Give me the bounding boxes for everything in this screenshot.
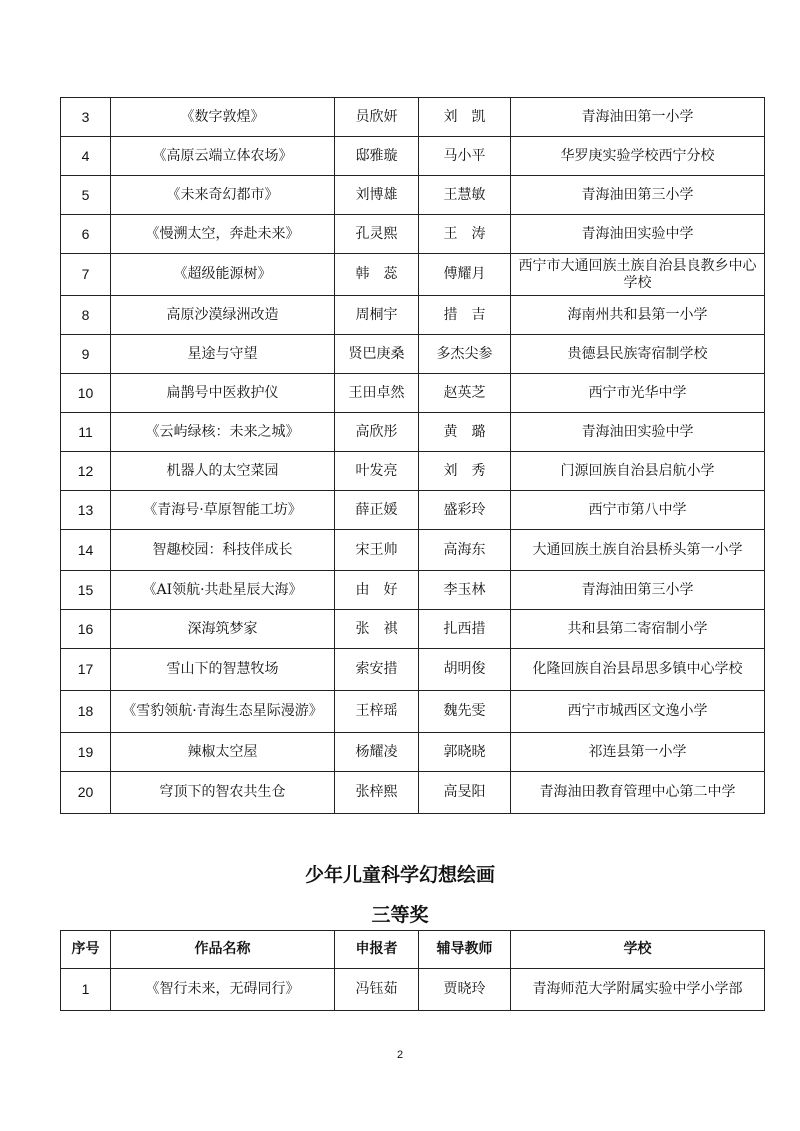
- cell-no: 6: [61, 215, 111, 254]
- table-header-row: [61, 931, 765, 969]
- cell-school: 祁连县第一小学: [511, 733, 765, 772]
- table-row: [61, 98, 765, 137]
- cell-teacher: 刘 秀: [419, 452, 511, 491]
- cell-title: 《高原云端立体农场》: [111, 137, 335, 176]
- cell-school: 大通回族土族自治县桥头第一小学: [511, 530, 765, 571]
- cell-no: 20: [61, 772, 111, 814]
- cell-no: 17: [61, 649, 111, 691]
- cell-teacher: 魏先雯: [419, 691, 511, 733]
- cell-applicant: 邸雅璇: [335, 137, 419, 176]
- cell-teacher: 黄 璐: [419, 413, 511, 452]
- table-row: [61, 491, 765, 530]
- cell-title: 《AI领航·共赴星辰大海》: [111, 571, 335, 610]
- cell-no: 15: [61, 571, 111, 610]
- cell-no: 1: [61, 969, 111, 1011]
- cell-teacher: 盛彩玲: [419, 491, 511, 530]
- cell-teacher: 郭晓晓: [419, 733, 511, 772]
- cell-teacher: 李玉林: [419, 571, 511, 610]
- cell-school: 化隆回族自治县昂思多镇中心学校: [511, 649, 765, 691]
- cell-school: 青海油田实验中学: [511, 413, 765, 452]
- cell-school: 西宁市第八中学: [511, 491, 765, 530]
- cell-title: 星途与守望: [111, 335, 335, 374]
- cell-school: 西宁市光华中学: [511, 374, 765, 413]
- cell-no: 11: [61, 413, 111, 452]
- cell-title: 《云屿绿核：未来之城》: [111, 413, 335, 452]
- cell-school: 海南州共和县第一小学: [511, 296, 765, 335]
- cell-title: 《雪豹领航·青海生态星际漫游》: [111, 691, 335, 733]
- table-row: [61, 296, 765, 335]
- table-row: [61, 215, 765, 254]
- cell-school: 华罗庚实验学校西宁分校: [511, 137, 765, 176]
- cell-applicant: 王梓瑶: [335, 691, 419, 733]
- table-row: [61, 530, 765, 571]
- cell-teacher: 扎西措: [419, 610, 511, 649]
- table-row: [61, 571, 765, 610]
- cell-teacher: 马小平: [419, 137, 511, 176]
- cell-teacher: 赵英芝: [419, 374, 511, 413]
- cell-title: 《数字敦煌》: [111, 98, 335, 137]
- cell-applicant: 由 好: [335, 571, 419, 610]
- table-row: [61, 413, 765, 452]
- cell-applicant: 冯钰茹: [335, 969, 419, 1011]
- table-row: [61, 691, 765, 733]
- header-teacher: 辅导教师: [419, 931, 511, 969]
- cell-applicant: 韩 蕊: [335, 254, 419, 296]
- cell-applicant: 宋王帅: [335, 530, 419, 571]
- cell-applicant: 高欣彤: [335, 413, 419, 452]
- cell-title: 雪山下的智慧牧场: [111, 649, 335, 691]
- award-level-title: 三等奖: [371, 904, 429, 926]
- cell-applicant: 叶发亮: [335, 452, 419, 491]
- cell-title: 高原沙漠绿洲改造: [111, 296, 335, 335]
- cell-title: 辣椒太空屋: [111, 733, 335, 772]
- cell-applicant: 刘博雄: [335, 176, 419, 215]
- cell-title: 智趣校园：科技伴成长: [111, 530, 335, 571]
- table-row: [61, 733, 765, 772]
- second-prize-table-body: [61, 98, 765, 814]
- cell-applicant: 孔灵熙: [335, 215, 419, 254]
- cell-school: 青海油田第一小学: [511, 98, 765, 137]
- cell-title: 机器人的太空菜园: [111, 452, 335, 491]
- cell-teacher: 刘 凯: [419, 98, 511, 137]
- cell-school: 青海油田第三小学: [511, 571, 765, 610]
- cell-applicant: 薛正媛: [335, 491, 419, 530]
- table-row: [61, 254, 765, 296]
- cell-teacher: 高旻阳: [419, 772, 511, 814]
- cell-applicant: 索安措: [335, 649, 419, 691]
- third-prize-table: [60, 930, 765, 1011]
- table-row: [61, 137, 765, 176]
- cell-school: 门源回族自治县启航小学: [511, 452, 765, 491]
- cell-teacher: 措 吉: [419, 296, 511, 335]
- cell-no: 19: [61, 733, 111, 772]
- cell-no: 5: [61, 176, 111, 215]
- table-row: [61, 969, 765, 1011]
- cell-applicant: 杨耀凌: [335, 733, 419, 772]
- cell-no: 4: [61, 137, 111, 176]
- cell-no: 16: [61, 610, 111, 649]
- table-row: [61, 772, 765, 814]
- table-row: [61, 335, 765, 374]
- cell-title: 穹顶下的智农共生仓: [111, 772, 335, 814]
- cell-teacher: 高海东: [419, 530, 511, 571]
- header-school: 学校: [511, 931, 765, 969]
- cell-applicant: 张 祺: [335, 610, 419, 649]
- second-prize-table: [60, 97, 765, 814]
- cell-teacher: 傅耀月: [419, 254, 511, 296]
- cell-title: 《未来奇幻都市》: [111, 176, 335, 215]
- cell-title: 《超级能源树》: [111, 254, 335, 296]
- section-title: 少年儿童科学幻想绘画: [304, 864, 495, 886]
- cell-teacher: 贾晓玲: [419, 969, 511, 1011]
- header-title: 作品名称: [111, 931, 335, 969]
- cell-title: 《慢溯太空，奔赴未来》: [111, 215, 335, 254]
- cell-title: 扁鹊号中医救护仪: [111, 374, 335, 413]
- header-no: 序号: [61, 931, 111, 969]
- cell-no: 18: [61, 691, 111, 733]
- cell-school: 青海师范大学附属实验中学小学部: [511, 969, 765, 1011]
- cell-no: 10: [61, 374, 111, 413]
- cell-school: 西宁市城西区文逸小学: [511, 691, 765, 733]
- cell-school: 青海油田教育管理中心第二中学: [511, 772, 765, 814]
- cell-title: 《青海号·草原智能工坊》: [111, 491, 335, 530]
- table-row: [61, 374, 765, 413]
- cell-school: 共和县第二寄宿制小学: [511, 610, 765, 649]
- page-number: 2: [396, 1049, 404, 1061]
- cell-teacher: 多杰尖参: [419, 335, 511, 374]
- cell-no: 13: [61, 491, 111, 530]
- cell-no: 7: [61, 254, 111, 296]
- table-row: [61, 176, 765, 215]
- cell-applicant: 贤巴庚桑: [335, 335, 419, 374]
- cell-title: 深海筑梦家: [111, 610, 335, 649]
- cell-applicant: 员欣妍: [335, 98, 419, 137]
- cell-applicant: 周桐宇: [335, 296, 419, 335]
- cell-applicant: 张梓熙: [335, 772, 419, 814]
- cell-teacher: 王 涛: [419, 215, 511, 254]
- third-prize-table-body: [61, 969, 765, 1011]
- cell-no: 3: [61, 98, 111, 137]
- cell-applicant: 王田卓然: [335, 374, 419, 413]
- header-applicant: 申报者: [335, 931, 419, 969]
- table-row: [61, 452, 765, 491]
- table-row: [61, 610, 765, 649]
- cell-school: 青海油田实验中学: [511, 215, 765, 254]
- cell-teacher: 王慧敏: [419, 176, 511, 215]
- cell-no: 8: [61, 296, 111, 335]
- cell-school: 青海油田第三小学: [511, 176, 765, 215]
- cell-no: 14: [61, 530, 111, 571]
- cell-school: 西宁市大通回族土族自治县良教乡中心学校: [511, 254, 765, 296]
- cell-teacher: 胡明俊: [419, 649, 511, 691]
- cell-no: 9: [61, 335, 111, 374]
- table-row: [61, 649, 765, 691]
- cell-no: 12: [61, 452, 111, 491]
- cell-title: 《智行未来，无碍同行》: [111, 969, 335, 1011]
- cell-school: 贵德县民族寄宿制学校: [511, 335, 765, 374]
